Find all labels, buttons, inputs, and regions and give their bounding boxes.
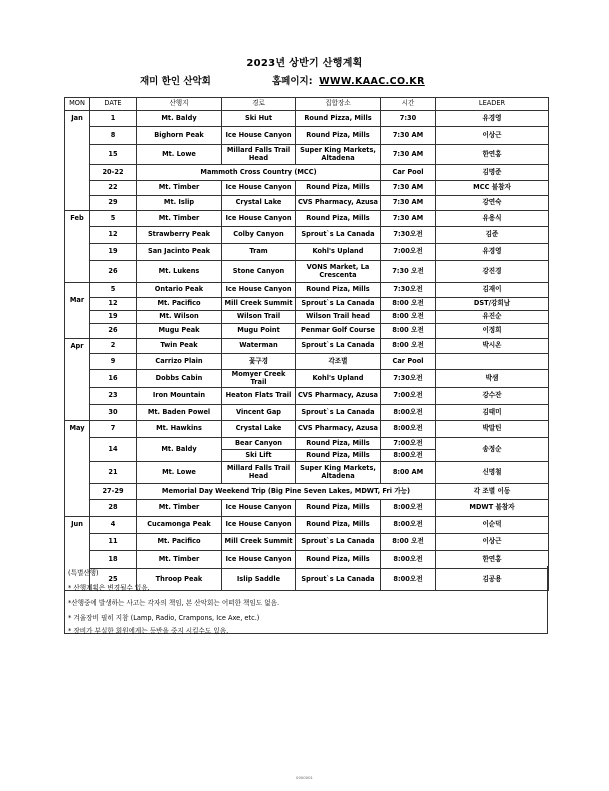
time-cell: Car Pool (381, 165, 436, 181)
destination-cell: Mt. Hawkins (137, 421, 222, 438)
route-cell: Millard Falls Trail Head (222, 462, 296, 484)
time-cell: 8:00 오전 (381, 339, 436, 354)
table-row (65, 517, 549, 534)
time-cell: 8:00오전 (381, 551, 436, 569)
destination-cell: Throop Peak (137, 569, 222, 591)
leader-cell: 각 조별 이동 (436, 484, 549, 500)
meeting-cell: Super King Markets, Altadena (296, 145, 381, 165)
date-cell: 14 (90, 438, 137, 462)
meeting-cell: Round Piza, Mills (296, 551, 381, 569)
table-row (65, 354, 549, 370)
meeting-cell: Round Piza, Mills (296, 450, 381, 462)
meeting-cell: VONS Market, La Crescenta (296, 261, 381, 283)
time-cell: 8:00오전 (381, 569, 436, 591)
meeting-cell: Penmar Golf Course (296, 324, 381, 339)
time-cell: 8:00 오전 (381, 311, 436, 324)
date-cell: 26 (90, 324, 137, 339)
destination-cell: Ontario Peak (137, 283, 222, 298)
meeting-cell: Round Piza, Mills (296, 181, 381, 196)
leader-cell: 강연숙 (436, 196, 549, 211)
meeting-cell: Wilson Trail head (296, 311, 381, 324)
meeting-cell: Kohl's Upland (296, 370, 381, 388)
time-cell: 7:00오전 (381, 388, 436, 405)
month-cell: May (65, 421, 90, 517)
date-cell: 15 (90, 145, 137, 165)
note-item: * 장비가 부실한 회원에게는 등반을 중지 시킬수도 있음. (68, 627, 229, 635)
table-row (65, 111, 549, 127)
destination-cell: Dobbs Cabin (137, 370, 222, 388)
date-cell: 11 (90, 534, 137, 551)
meeting-cell: CVS Pharmacy, Azusa (296, 421, 381, 438)
leader-cell: 이순덕 (436, 517, 549, 534)
header-row (65, 98, 549, 111)
notes-box (64, 566, 548, 634)
date-cell: 16 (90, 370, 137, 388)
meeting-cell: Round Piza, Mills (296, 517, 381, 534)
time-cell: 7:30 AM (381, 127, 436, 145)
table-row (65, 405, 549, 421)
date-cell: 4 (90, 517, 137, 534)
route-cell: Ski Lift (222, 450, 296, 462)
table-row (65, 339, 549, 354)
date-cell: 18 (90, 551, 137, 569)
meeting-cell: Round Piza, Mills (296, 500, 381, 517)
date-cell: 28 (90, 500, 137, 517)
month-cell: Feb (65, 211, 90, 283)
destination-cell: Mt. Lowe (137, 462, 222, 484)
meeting-cell: Round Piza, Mills (296, 283, 381, 298)
leader-cell: 유경영 (436, 244, 549, 261)
destination-cell: Cucamonga Peak (137, 517, 222, 534)
table-row (65, 211, 549, 227)
schedule-table (64, 97, 549, 591)
leader-cell: MCC 불참자 (436, 181, 549, 196)
leader-cell: 강진경 (436, 261, 549, 283)
date-cell: 7 (90, 421, 137, 438)
time-cell: 7:30오전 (381, 227, 436, 244)
leader-cell: 유용식 (436, 211, 549, 227)
route-cell: Wilson Trail (222, 311, 296, 324)
route-cell: Vincent Gap (222, 405, 296, 421)
time-cell: 7:30오전 (381, 370, 436, 388)
header-date: DATE (90, 98, 137, 111)
leader-cell: 강수잔 (436, 388, 549, 405)
date-cell: 29 (90, 196, 137, 211)
route-cell: Ice House Canyon (222, 181, 296, 196)
table-row (65, 534, 549, 551)
meeting-cell: Sprout`s La Canada (296, 405, 381, 421)
meeting-cell: Sprout`s La Canada (296, 227, 381, 244)
table-row (65, 196, 549, 211)
footer-code: 0000001 (296, 775, 313, 780)
route-cell: Crystal Lake (222, 421, 296, 438)
meeting-cell: Round Piza, Mills (296, 127, 381, 145)
month-cell: Mar (65, 283, 90, 339)
homepage-url[interactable]: WWW.KAAC.CO.KR (319, 76, 425, 87)
route-cell: Millard Falls Trail Head (222, 145, 296, 165)
route-cell: Mill Creek Summit (222, 298, 296, 311)
route-cell: Ski Hut (222, 111, 296, 127)
time-cell: 7:30 AM (381, 211, 436, 227)
date-cell: 5 (90, 283, 137, 298)
table-row (65, 244, 549, 261)
header-route: 경로 (222, 98, 296, 111)
date-cell: 12 (90, 227, 137, 244)
leader-cell: 유진순 (436, 311, 549, 324)
table-row (65, 145, 549, 165)
date-cell: 26 (90, 261, 137, 283)
header-mon: MON (65, 98, 90, 111)
leader-cell: 김공용 (436, 569, 549, 591)
note-item: * 겨울장비 필히 지참 (Lamp, Radio, Crampons, Ice Axe, etc.) (68, 614, 260, 622)
destination-cell: Mt. Lowe (137, 145, 222, 165)
time-cell: 7:30 오전 (381, 261, 436, 283)
route-cell: Colby Canyon (222, 227, 296, 244)
table-row (65, 324, 549, 339)
destination-cell: Mt. Lukens (137, 261, 222, 283)
route-cell: 꽃구경 (222, 354, 296, 370)
table-row (65, 261, 549, 283)
table-row (65, 421, 549, 438)
meeting-cell: 각조별 (296, 354, 381, 370)
route-cell: Waterman (222, 339, 296, 354)
route-cell: Stone Canyon (222, 261, 296, 283)
date-cell: 25 (90, 569, 137, 591)
date-cell: 21 (90, 462, 137, 484)
date-cell: 1 (90, 111, 137, 127)
route-cell: Ice House Canyon (222, 211, 296, 227)
table-row (65, 484, 549, 500)
time-cell: 8:00 오전 (381, 324, 436, 339)
time-cell: 7:30 AM (381, 181, 436, 196)
homepage-label: 홈페이지: (272, 76, 313, 87)
meeting-cell: Round Pizza, Mills (296, 111, 381, 127)
destination-cell: Mugu Peak (137, 324, 222, 339)
destination-cell: Mt. Pacifico (137, 534, 222, 551)
table-row (65, 227, 549, 244)
meeting-cell: Sprout`s La Canada (296, 339, 381, 354)
route-cell: Momyer Creek Trail (222, 370, 296, 388)
time-cell: 7:30오전 (381, 283, 436, 298)
date-cell: 27-29 (90, 484, 137, 500)
month-cell: Apr (65, 339, 90, 421)
route-cell: Ice House Canyon (222, 500, 296, 517)
date-cell: 2 (90, 339, 137, 354)
leader-cell: 박샘 (436, 370, 549, 388)
time-cell: 8:00 AM (381, 462, 436, 484)
destination-cell: Mt. Wilson (137, 311, 222, 324)
leader-cell: 한연홍 (436, 145, 549, 165)
leader-cell: 송정순 (436, 438, 549, 462)
destination-cell: Iron Mountain (137, 388, 222, 405)
table-row (65, 311, 549, 324)
meeting-cell: Sprout`s La Canada (296, 569, 381, 591)
meeting-cell: CVS Pharmacy, Azusa (296, 196, 381, 211)
date-cell: 30 (90, 405, 137, 421)
month-cell: Jan (65, 111, 90, 211)
table-row (65, 438, 549, 450)
leader-cell: 한연홍 (436, 551, 549, 569)
route-cell: Tram (222, 244, 296, 261)
date-cell: 23 (90, 388, 137, 405)
destination-cell: Mt. Baden Powel (137, 405, 222, 421)
table-row (65, 500, 549, 517)
route-cell: Ice House Canyon (222, 283, 296, 298)
meeting-cell: Round Piza, Mills (296, 438, 381, 450)
date-cell: 8 (90, 127, 137, 145)
route-cell: Mugu Point (222, 324, 296, 339)
date-cell: 19 (90, 311, 137, 324)
time-cell: 8:00오전 (381, 517, 436, 534)
leader-cell: 이상근 (436, 127, 549, 145)
header-meeting-place: 집합장소 (296, 98, 381, 111)
route-cell: Ice House Canyon (222, 551, 296, 569)
destination-cell: Mt. Timber (137, 500, 222, 517)
destination-cell: Mt. Islip (137, 196, 222, 211)
time-cell: 7:00오전 (381, 244, 436, 261)
destination-cell: Twin Peak (137, 339, 222, 354)
table-row (65, 127, 549, 145)
table-row (65, 388, 549, 405)
date-cell: 19 (90, 244, 137, 261)
time-cell: 7:30 AM (381, 196, 436, 211)
table-row (65, 165, 549, 181)
meeting-cell: Super King Markets, Altadena (296, 462, 381, 484)
meeting-cell: Sprout`s La Canada (296, 298, 381, 311)
leader-cell: 유경영 (436, 111, 549, 127)
table-row (65, 370, 549, 388)
destination-cell: Mt. Baldy (137, 111, 222, 127)
date-cell: 20-22 (90, 165, 137, 181)
destination-cell: Mt. Timber (137, 551, 222, 569)
destination-cell: Mt. Timber (137, 211, 222, 227)
club-name: 재미 한인 산악회 (140, 76, 211, 87)
leader-cell: 신명철 (436, 462, 549, 484)
time-cell: 7:30 AM (381, 145, 436, 165)
document-title: 2023년 상반기 산행계획 (246, 58, 363, 69)
date-cell: 22 (90, 181, 137, 196)
header-leader: LEADER (436, 98, 549, 111)
leader-cell: DST/강희남 (436, 298, 549, 311)
date-cell: 5 (90, 211, 137, 227)
meeting-cell: CVS Pharmacy, Azusa (296, 388, 381, 405)
time-cell: 8:00 오전 (381, 298, 436, 311)
leader-cell: 박시온 (436, 339, 549, 354)
route-cell: Crystal Lake (222, 196, 296, 211)
leader-cell: 김재이 (436, 283, 549, 298)
time-cell: 8:00 오전 (381, 534, 436, 551)
time-cell: Car Pool (381, 354, 436, 370)
leader-cell: 박말틴 (436, 421, 549, 438)
destination-cell: Mt. Timber (137, 181, 222, 196)
leader-cell: 김태미 (436, 405, 549, 421)
month-cell: Jun (65, 517, 90, 591)
leader-cell: 김준 (436, 227, 549, 244)
table-row (65, 462, 549, 484)
route-cell: Bear Canyon (222, 438, 296, 450)
route-cell: Ice House Canyon (222, 517, 296, 534)
note-special-trip: (특별산행) (68, 569, 99, 577)
route-cell: Islip Saddle (222, 569, 296, 591)
table-row (65, 181, 549, 196)
destination-cell: Mt. Pacifico (137, 298, 222, 311)
destination-cell: Strawberry Peak (137, 227, 222, 244)
destination-cell: Mammoth Cross Country (MCC) (137, 165, 381, 181)
destination-cell: Carrizo Plain (137, 354, 222, 370)
destination-cell: Bighorn Peak (137, 127, 222, 145)
leader-cell: 김명준 (436, 165, 549, 181)
table-row (65, 298, 549, 311)
date-cell: 12 (90, 298, 137, 311)
route-cell: Heaton Flats Trail (222, 388, 296, 405)
time-cell: 8:00오전 (381, 450, 436, 462)
meeting-cell: Kohl's Upland (296, 244, 381, 261)
table-row (65, 283, 549, 298)
destination-cell: San Jacinto Peak (137, 244, 222, 261)
homepage (272, 73, 425, 87)
route-cell: Mill Creek Summit (222, 534, 296, 551)
time-cell: 8:00오전 (381, 421, 436, 438)
time-cell: 7:30 (381, 111, 436, 127)
leader-cell (436, 354, 549, 370)
meeting-cell: Round Piza, Mills (296, 211, 381, 227)
date-cell: 9 (90, 354, 137, 370)
leader-cell: MDWT 불참자 (436, 500, 549, 517)
note-item: * 산행계획은 변경될수 있음. (68, 584, 150, 592)
route-cell: Ice House Canyon (222, 127, 296, 145)
leader-cell: 이상근 (436, 534, 549, 551)
destination-cell: Mt. Baldy (137, 438, 222, 462)
header-destination: 산행지 (137, 98, 222, 111)
time-cell: 8:00오전 (381, 500, 436, 517)
time-cell: 8:00오전 (381, 405, 436, 421)
time-cell: 7:00오전 (381, 438, 436, 450)
header-time: 시간 (381, 98, 436, 111)
leader-cell: 이정희 (436, 324, 549, 339)
destination-cell: Memorial Day Weekend Trip (Big Pine Seven Lakes, MDWT, Fri 가능) (137, 484, 436, 500)
note-item: *산행중에 발생하는 사고는 각자의 책임, 본 산악회는 어떠한 책임도 없음. (68, 599, 280, 607)
meeting-cell: Sprout`s La Canada (296, 534, 381, 551)
